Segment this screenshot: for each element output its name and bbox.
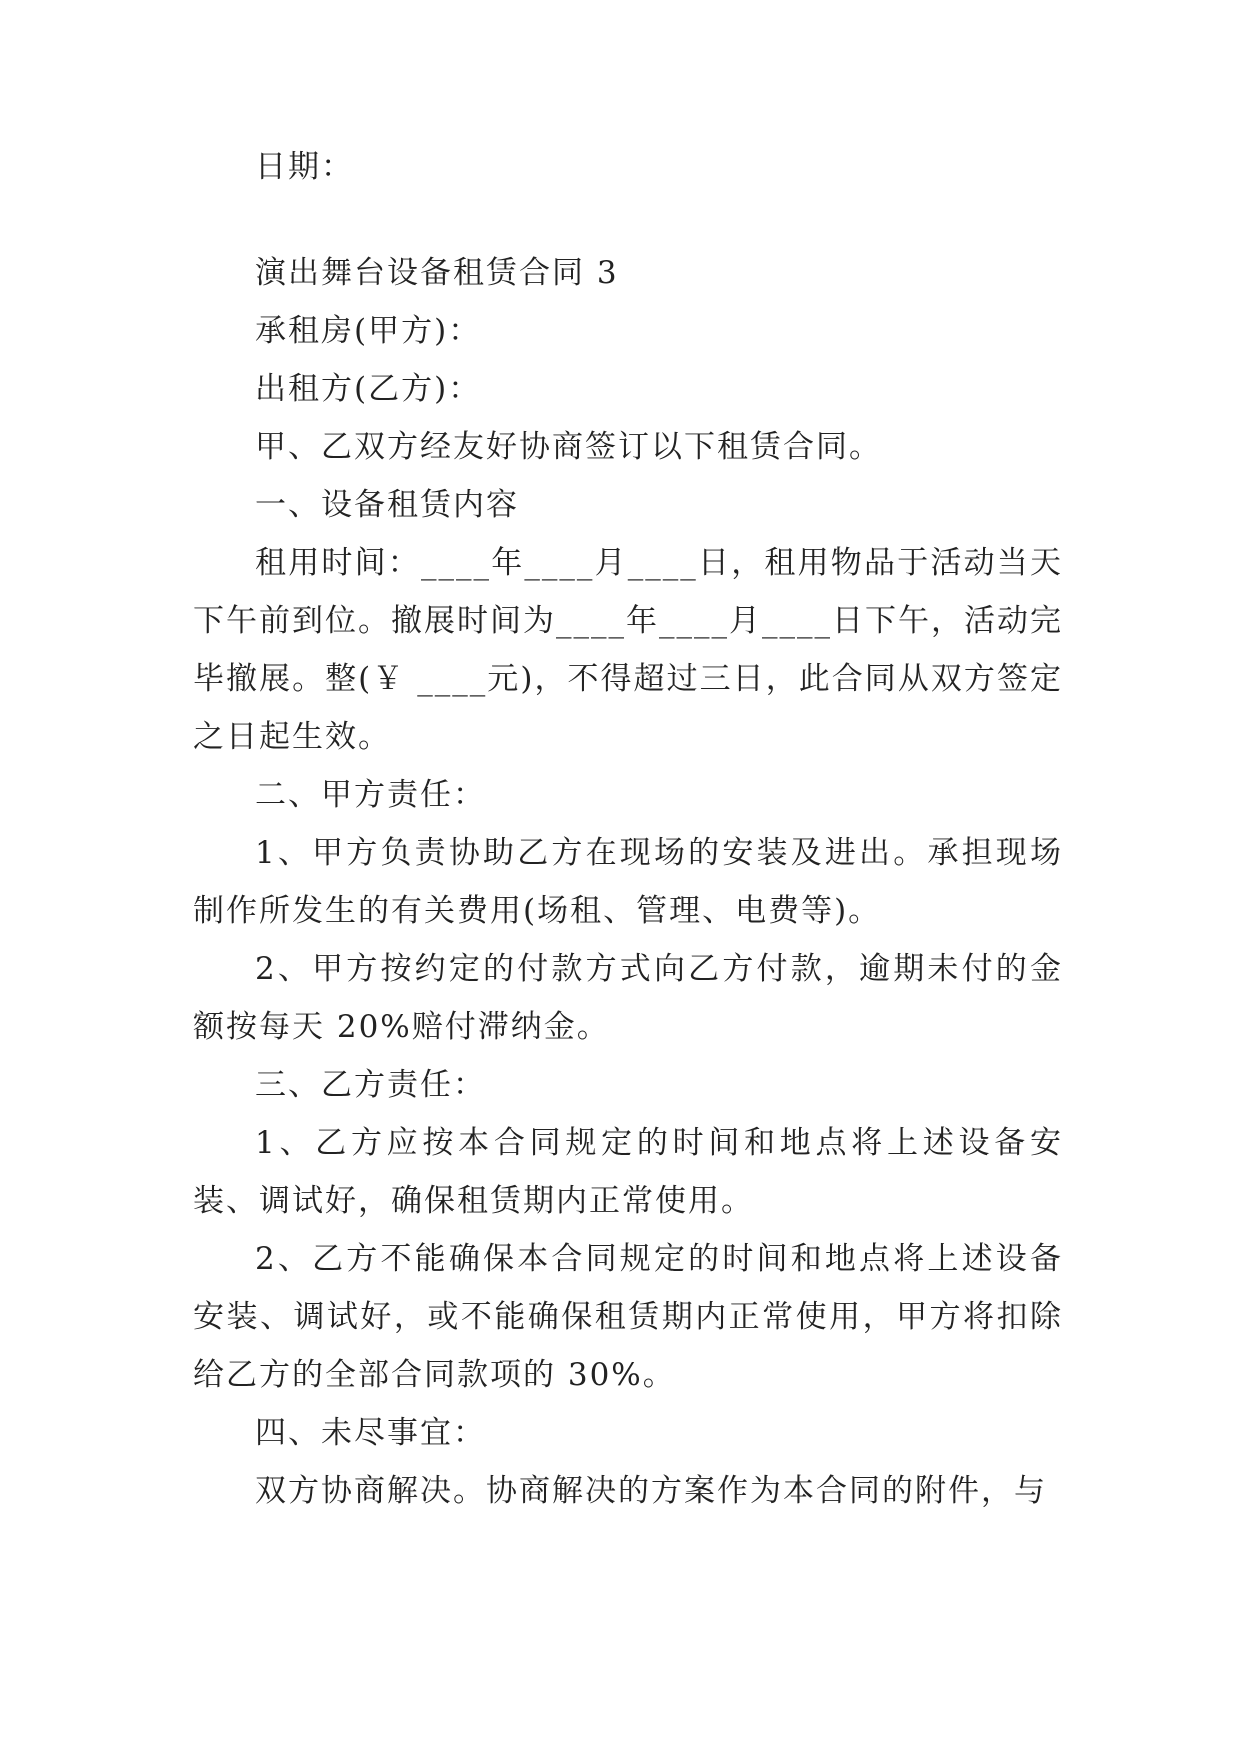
contract-body [193,244,1063,1520]
section4-heading: 四、未尽事宜： [255,1415,486,1451]
lessee-line: 承租房(甲方)： [255,313,482,349]
lessor-line: 出租方(乙方)： [255,371,482,407]
date-line: 日期： [255,149,354,185]
section1-body: 租用时间：____年____月____日，租用物品于活动当天下午前到位。撤展时间为____年____月____日下午，活动完毕撤展。整(￥ ____元)，不得超过三日，此合同从双方签定之日起生效。 [193,545,1063,755]
section2-item2: 2、甲方按约定的付款方式向乙方付款，逾期未付的金额按每天 20%赔付滞纳金。 [193,951,1063,1045]
section2-heading: 二、甲方责任： [255,777,486,813]
section3-item1: 1、乙方应按本合同规定的时间和地点将上述设备安装、调试好，确保租赁期内正常使用。 [193,1125,1063,1219]
section2-item1: 1、甲方负责协助乙方在现场的安装及进出。承担现场制作所发生的有关费用(场租、管理、电费等)。 [193,835,1063,929]
date-block [193,138,1063,196]
intro-paragraph: 甲、乙双方经友好协商签订以下租赁合同。 [255,429,882,465]
section3-heading: 三、乙方责任： [255,1067,486,1103]
section1-heading: 一、设备租赁内容 [255,487,519,523]
section3-item2: 2、乙方不能确保本合同规定的时间和地点将上述设备安装、调试好，或不能确保租赁期内正常使用，甲方将扣除给乙方的全部合同款项的 30%。 [193,1241,1063,1393]
contract-title: 演出舞台设备租赁合同 3 [255,255,619,291]
section4-body: 双方协商解决。协商解决的方案作为本合同的附件，与 [255,1473,1047,1509]
